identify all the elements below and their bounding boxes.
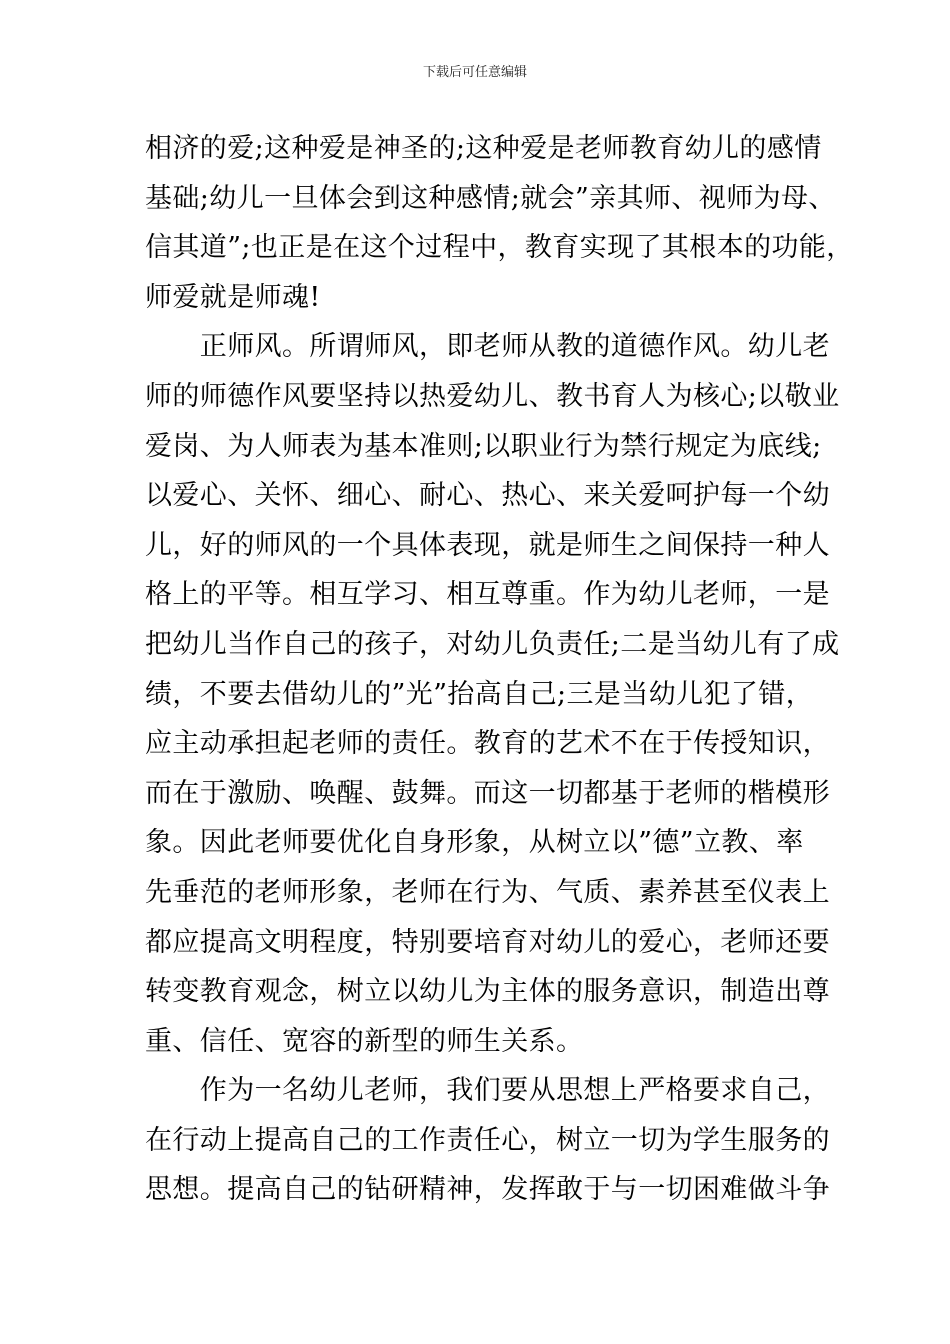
text-line: 正师风。所谓师风，即老师从教的道德作风。幼儿老 bbox=[145, 331, 830, 363]
text-line: 绩，不要去借幼儿的”光”抬高自己;三是当幼儿犯了错， bbox=[145, 678, 814, 710]
text-line: 格上的平等。相互学习、相互尊重。作为幼儿老师，一是 bbox=[145, 579, 830, 611]
text-line: 在行动上提高自己的工作责任心，树立一切为学生服务的 bbox=[145, 1124, 830, 1156]
text-line: 作为一名幼儿老师，我们要从思想上严格要求自己， bbox=[145, 1075, 830, 1107]
text-line: 重、信任、宽容的新型的师生关系。 bbox=[145, 1025, 584, 1057]
text-line: 先垂范的老师形象，老师在行为、气质、素养甚至仪表上 bbox=[145, 876, 830, 908]
text-line: 师的师德作风要坚持以热爱幼儿、教书育人为核心;以敬业 bbox=[145, 380, 840, 412]
document-body bbox=[145, 124, 854, 1215]
text-line: 爱岗、为人师表为基本准则;以职业行为禁行规定为底线; bbox=[145, 430, 822, 462]
text-line: 都应提高文明程度，特别要培育对幼儿的爱心，老师还要 bbox=[145, 926, 830, 958]
text-line: 象。因此老师要优化自身形象，从树立以”德”立教、率 bbox=[145, 827, 804, 859]
text-line: 基础;幼儿一旦体会到这种感情;就会”亲其师、视师为母、 bbox=[145, 182, 836, 214]
text-line: 以爱心、关怀、细心、耐心、热心、来关爱呵护每一个幼 bbox=[145, 480, 830, 512]
text-line: 应主动承担起老师的责任。教育的艺术不在于传授知识， bbox=[145, 728, 830, 760]
text-line: 信其道”;也正是在这个过程中，教育实现了其根本的功能， bbox=[145, 232, 854, 264]
text-line: 儿，好的师风的一个具体表现，就是师生之间保持一种人 bbox=[145, 529, 830, 561]
text-line: 相济的爱;这种爱是神圣的;这种爱是老师教育幼儿的感情 bbox=[145, 133, 822, 164]
text-line: 思想。提高自己的钻研精神，发挥敢于与一切困难做斗争 bbox=[145, 1174, 830, 1206]
page-header: 下载后可任意编辑 bbox=[422, 65, 527, 80]
text-line: 而在于激励、唤醒、鼓舞。而这一切都基于老师的楷模形 bbox=[145, 777, 830, 809]
text-line: 师爱就是师魂! bbox=[145, 281, 321, 313]
text-line: 把幼儿当作自己的孩子，对幼儿负责任;二是当幼儿有了成 bbox=[145, 628, 840, 660]
text-line: 转变教育观念，树立以幼儿为主体的服务意识，制造出尊 bbox=[145, 976, 830, 1008]
